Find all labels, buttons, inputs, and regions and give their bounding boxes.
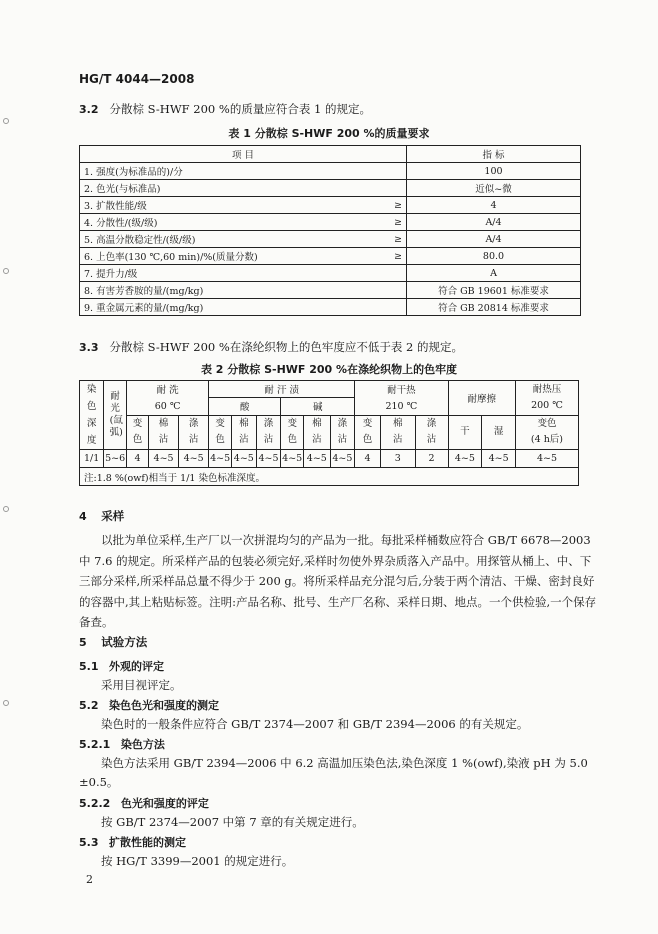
item-cell: 2. 色光(与标准品) (80, 180, 351, 197)
header-cotton: 棉沾 (304, 415, 330, 450)
header-dryheat-temp: 210 ℃ (355, 398, 448, 415)
header-dryheat: 耐干热 (355, 381, 448, 398)
clause-3-2 (79, 100, 371, 119)
clause-number: 5.2.1 (79, 738, 111, 751)
spec-cell: 100 (407, 163, 581, 180)
fastness-cell: 4~5 (149, 450, 179, 468)
spec-cell: 80.0 (407, 248, 581, 265)
spec-cell: A/4 (407, 214, 581, 231)
item-cell: 9. 重金属元素的量/(mg/kg) (80, 299, 351, 316)
item-cell: 8. 有害芳香胺的量/(mg/kg) (80, 282, 351, 299)
header-change: 变色 (355, 415, 381, 450)
section-number: 5 (79, 636, 87, 649)
item-cell: 3. 扩散性能/级 (80, 197, 351, 214)
clause-5-2-2-text: 按 GB/T 2374—2007 中第 7 章的有关规定进行。 (101, 815, 364, 829)
paragraph-line: 的容器中,其上粘贴标签。注明:产品名称、批号、生产厂名称、采样日期、地点。一个供检验,一个保存 (79, 594, 597, 609)
item-cell: 4. 分散性/(级/级) (80, 214, 351, 231)
header-cotton: 棉沾 (149, 415, 179, 450)
comparator-cell (350, 163, 407, 180)
fastness-cell: 4~5 (515, 450, 578, 468)
table2-caption: 表 2 分散棕 S-HWF 200 %在涤纶织物上的色牢度 (200, 363, 458, 376)
header-item: 项 目 (80, 146, 407, 163)
clause-title: 外观的评定 (109, 660, 164, 673)
item-cell: 5. 高温分散稳定性/(级/级) (80, 231, 351, 248)
comparator-cell: ≥ (350, 214, 407, 231)
comparator-cell: ≥ (350, 231, 407, 248)
header-change: 变色 (127, 415, 149, 450)
punch-hole (3, 268, 9, 274)
table-row (80, 450, 579, 468)
fastness-cell: 3 (380, 450, 415, 468)
color-fastness-table (79, 380, 579, 486)
comparator-cell (350, 180, 407, 197)
table-row (80, 231, 581, 248)
clause-number: 5.2.2 (79, 797, 111, 810)
header-dry: 干 (448, 415, 482, 450)
clause-number: 5.2 (79, 699, 99, 712)
spec-cell: 4 (407, 197, 581, 214)
quality-requirements-table (79, 145, 581, 316)
table-row (80, 248, 581, 265)
fastness-cell: 4~5 (448, 450, 482, 468)
clause-5-1-heading (79, 658, 164, 674)
paragraph-line: 三部分采样,所采样品总量不得少于 200 g。将所采样品充分混匀后,分装于两个清洁、干燥、密封良好 (79, 574, 595, 588)
table-row (80, 180, 581, 197)
clause-3-3 (79, 338, 463, 357)
fastness-cell: 4~5 (209, 450, 232, 468)
spec-cell: 符合 GB 19601 标准要求 (407, 282, 581, 299)
fastness-cell: 4~5 (281, 450, 304, 468)
clause-number: 3.2 (79, 103, 99, 116)
table-note: 注:1.8 %(owf)相当于 1/1 染色标准深度。 (80, 468, 579, 486)
table-row (80, 163, 581, 180)
fastness-cell: 5~6 (104, 450, 127, 468)
header-poly: 涤沾 (330, 415, 355, 450)
table-row (80, 214, 581, 231)
header-cotton: 棉沾 (232, 415, 257, 450)
fastness-cell: 4~5 (304, 450, 330, 468)
clause-number: 5.3 (79, 836, 99, 849)
clause-5-2-1-heading (79, 736, 165, 752)
standard-code-header: HG/T 4044—2008 (79, 72, 195, 86)
header-change: 变色 (281, 415, 304, 450)
table-header-row (80, 415, 579, 450)
fastness-cell: 4~5 (482, 450, 516, 468)
comparator-cell: ≥ (350, 197, 407, 214)
table1-caption: 表 1 分散棕 S-HWF 200 %的质量要求 (228, 127, 430, 140)
clause-5-2-1-line: ±0.5。 (79, 775, 119, 789)
paragraph-line: 以批为单位采样,生产厂以一次拼混均匀的产品为一批。每批采样桶数应符合 GB/T 6678—2003 (101, 533, 591, 547)
clause-number: 3.3 (79, 341, 99, 354)
fastness-cell: 4~5 (232, 450, 257, 468)
paragraph-line: 备查。 (79, 615, 114, 629)
fastness-cell: 2 (415, 450, 448, 468)
section-number: 4 (79, 510, 87, 523)
table-row (80, 282, 581, 299)
comparator-cell (350, 265, 407, 282)
item-cell: 1. 强度(为标准品的)/分 (80, 163, 351, 180)
header-spec: 指 标 (407, 146, 581, 163)
clause-5-1-text: 采用目视评定。 (101, 678, 182, 692)
clause-title: 染色方法 (120, 738, 165, 751)
item-cell: 6. 上色率(130 ℃,60 min)/%(质量分数) (80, 248, 351, 265)
comparator-cell (350, 299, 407, 316)
section-title: 采样 (101, 509, 125, 523)
clause-title: 染色色光和强度的测定 (109, 699, 219, 712)
punch-hole (3, 700, 9, 706)
punch-hole (3, 118, 9, 124)
table-row (80, 299, 581, 316)
clause-title: 色光和强度的评定 (120, 797, 209, 810)
clause-5-2-text: 染色时的一般条件应符合 GB/T 2374—2007 和 GB/T 2394—2006 的有关规定。 (101, 717, 529, 731)
clause-5-2-heading (79, 697, 219, 713)
table-header-row (80, 146, 581, 163)
header-poly: 涤沾 (179, 415, 209, 450)
section-title: 试验方法 (101, 635, 148, 649)
header-rub: 耐摩擦 (448, 381, 515, 416)
table-row (80, 265, 581, 282)
fastness-cell: 4 (127, 450, 149, 468)
header-depth: 染色深度 (80, 381, 104, 450)
clause-title: 扩散性能的测定 (109, 836, 186, 849)
clause-5-3-heading (79, 834, 186, 850)
comparator-cell (350, 282, 407, 299)
clause-text: 分散棕 S-HWF 200 %在涤纶织物上的色牢度应不低于表 2 的规定。 (109, 340, 463, 354)
spec-cell: A (407, 265, 581, 282)
page-number: 2 (86, 873, 93, 886)
section-4-heading (79, 508, 124, 524)
header-wash-temp: 60 ℃ (127, 398, 209, 415)
table-row (80, 197, 581, 214)
clause-text: 分散棕 S-HWF 200 %的质量应符合表 1 的规定。 (109, 102, 371, 116)
header-press: 耐热压 200 ℃ (515, 381, 578, 416)
header-wash: 耐 洗 (127, 381, 209, 398)
header-acid: 酸 (209, 398, 281, 415)
section-5-heading (79, 634, 147, 650)
header-alkali: 碱 (281, 398, 355, 415)
fastness-cell: 4~5 (330, 450, 355, 468)
table-header-row (80, 381, 579, 398)
fastness-cell: 4 (355, 450, 381, 468)
fastness-cell: 1/1 (80, 450, 104, 468)
clause-number: 5.1 (79, 660, 99, 673)
spec-cell: A/4 (407, 231, 581, 248)
header-change: 变色 (209, 415, 232, 450)
header-poly: 涤沾 (415, 415, 448, 450)
spec-cell: 符合 GB 20814 标准要求 (407, 299, 581, 316)
header-sweat: 耐 汗 渍 (209, 381, 355, 398)
section-4-body (79, 530, 609, 633)
item-cell: 7. 提升力/级 (80, 265, 351, 282)
table-note-row (80, 468, 579, 486)
header-poly: 涤沾 (256, 415, 281, 450)
clause-5-3-text: 按 HG/T 3399—2001 的规定进行。 (101, 854, 294, 868)
clause-5-2-1-line: 染色方法采用 GB/T 2394—2006 中 6.2 高温加压染色法,染色深度 1 %(owf),染液 pH 为 5.0 (101, 756, 588, 770)
punch-hole (3, 506, 9, 512)
header-wet: 湿 (482, 415, 516, 450)
paragraph-line: 中 7.6 的规定。所采样产品的包装必须完好,采样时勿使外界杂质落入产品中。用探管从桶上、中、下 (79, 553, 592, 568)
fastness-cell: 4~5 (179, 450, 209, 468)
comparator-cell: ≥ (350, 248, 407, 265)
fastness-cell: 4~5 (256, 450, 281, 468)
spec-cell: 近似~微 (407, 180, 581, 197)
clause-5-2-2-heading (79, 795, 209, 811)
header-press-change: 变色 (4 h后) (515, 415, 578, 450)
header-cotton: 棉沾 (380, 415, 415, 450)
header-light: 耐光(氙弧) (104, 381, 127, 450)
